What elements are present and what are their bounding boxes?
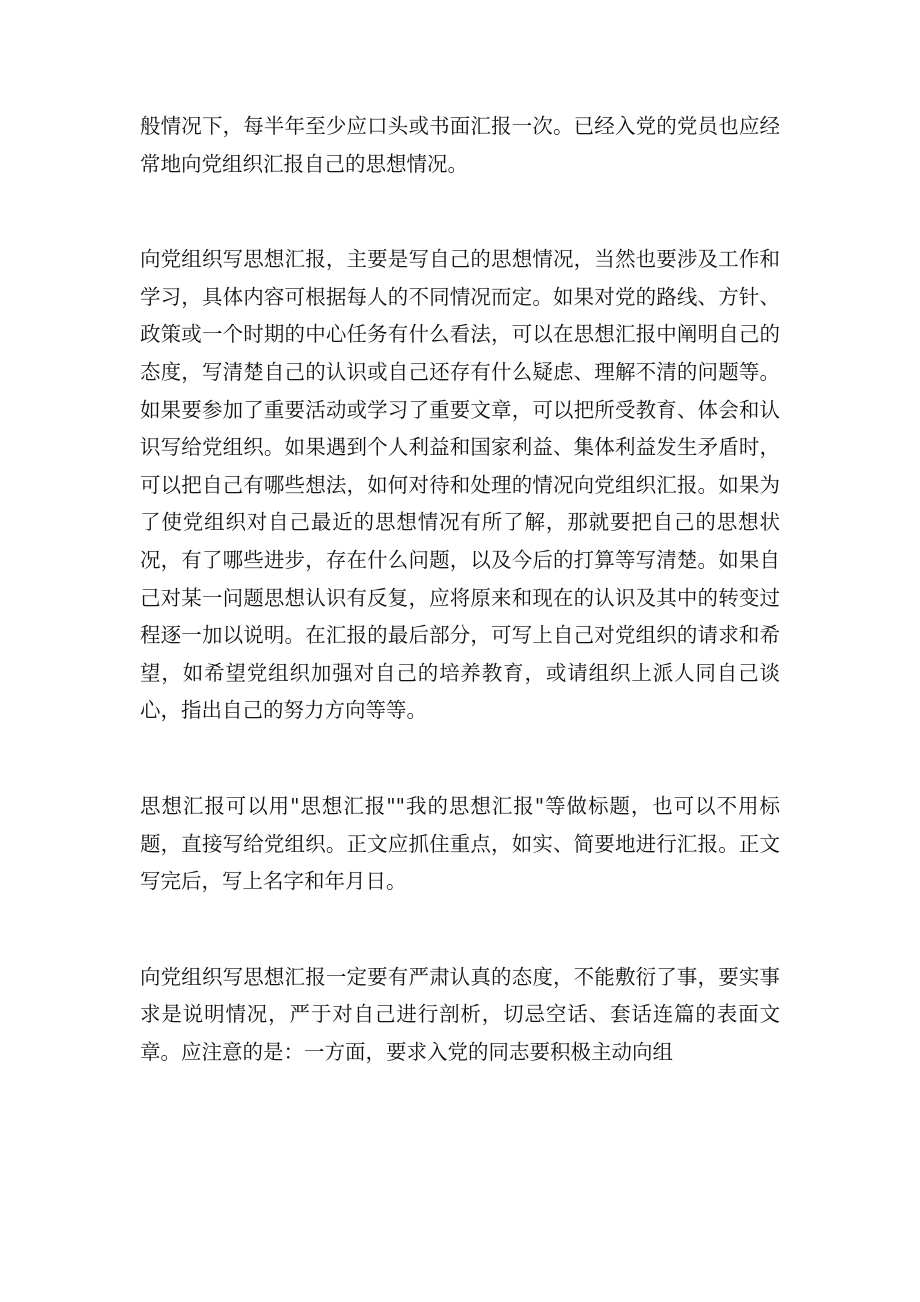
paragraph-1: 般情况下，每半年至少应口头或书面汇报一次。已经入党的党员也应经常地向党组织汇报自己的思想情况。 xyxy=(140,114,780,176)
paragraph-2: 向党组织写思想汇报，主要是写自己的思想情况，当然也要涉及工作和学习，具体内容可根据每人的不同情况而定。如果对党的路线、方针、政策或一个时期的中心任务有什么看法，可以在思想汇报中阐明自己的态度，写清楚自己的认识或自己还存有什么疑虑、理解不清的问题等。如果要参加了重要活动或学习了重要文章，可以把所受教育、体会和认识写给党组织。如果遇到个人利益和国家利益、集体利益发生矛盾时，可以把自己有哪些想法，如何对待和处理的情况向党组织汇报。如果为了使党组织对自己最近的思想情况有所了解，那就要把自己的思想状况，有了哪些进步，存在什么问题，以及今后的打算等写清楚。如果自己对某一问题思想认识有反复，应将原来和现在的认识及其中的转变过程逐一加以说明。在汇报的最后部分，可写上自己对党组织的请求和希望，如希望党组织加强对自己的培养教育，或请组织上派人同自己谈心，指出自己的努力方向等等。 xyxy=(140,247,780,723)
paragraph-3: 思想汇报可以用"思想汇报""我的思想汇报"等做标题，也可以不用标题，直接写给党组织。正文应抓住重点，如实、简要地进行汇报。正文写完后，写上名字和年月日。 xyxy=(140,793,780,894)
document-body xyxy=(140,108,780,1071)
paragraph-4: 向党组织写思想汇报一定要有严肃认真的态度，不能敷衍了事，要实事求是说明情况，严于对自己进行剖析，切忌空话、套话连篇的表面文章。应注意的是：一方面，要求入党的同志要积极主动向组 xyxy=(140,964,780,1064)
